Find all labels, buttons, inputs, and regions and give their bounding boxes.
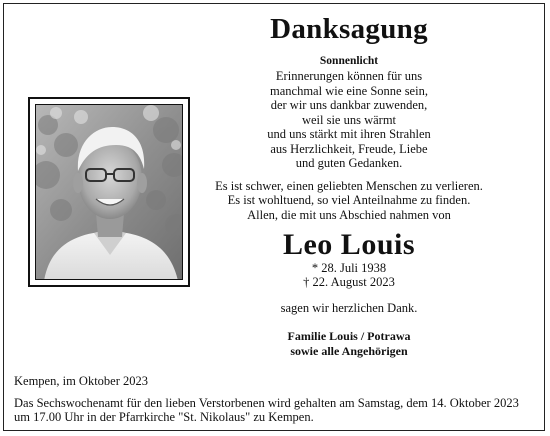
poem-text [190, 69, 508, 171]
mass-notice [14, 396, 538, 425]
life-dates [190, 261, 508, 289]
poem-line: und uns stärkt mit ihren Strahlen [267, 127, 431, 141]
notice-line: Das Sechswochenamt für den lieben Verstorbenen wird gehalten am Samstag, dem 14. Oktober 2023 [14, 395, 519, 410]
deceased-name: Leo Louis [282, 228, 416, 261]
poem-line: weil sie uns wärmt [301, 112, 397, 127]
poem-title: Sonnenlicht [319, 55, 379, 67]
poem-line: aus Herzlichkeit, Freude, Liebe [270, 141, 428, 156]
message-line: Es ist wohltuend, so viel Anteilnahme zu finden. [227, 193, 471, 207]
message-line: Es ist schwer, einen geliebten Menschen zu verlieren. [215, 178, 483, 193]
portrait-image [36, 105, 183, 280]
notice-text-column [190, 12, 508, 359]
poem-line: und guten Gedanken. [295, 156, 403, 170]
footer-notice [14, 374, 538, 425]
message-line: Allen, die mit uns Abschied nahmen von [247, 207, 451, 222]
family-signature [190, 329, 508, 359]
poem-line: Erinnerungen können für uns [275, 69, 423, 83]
notice-line: um 17.00 Uhr in der Pfarrkirche "St. Nikolaus" zu Kempen. [14, 410, 314, 424]
death-date: † 22. August 2023 [303, 275, 395, 289]
poem-line: der wir uns dankbar zuwenden, [270, 98, 428, 112]
portrait-photo [35, 104, 183, 280]
place-date: Kempen, im Oktober 2023 [14, 374, 149, 388]
family-line: Familie Louis / Potrawa [287, 329, 411, 343]
family-line: sowie alle Angehörigen [290, 344, 408, 358]
message-text [190, 179, 508, 223]
birth-date: * 28. Juli 1938 [311, 261, 387, 275]
poem-line: manchmal wie eine Sonne sein, [270, 83, 428, 98]
portrait-frame [28, 97, 190, 287]
notice-title: Danksagung [270, 13, 428, 45]
thanks-text: sagen wir herzlichen Dank. [280, 301, 418, 315]
